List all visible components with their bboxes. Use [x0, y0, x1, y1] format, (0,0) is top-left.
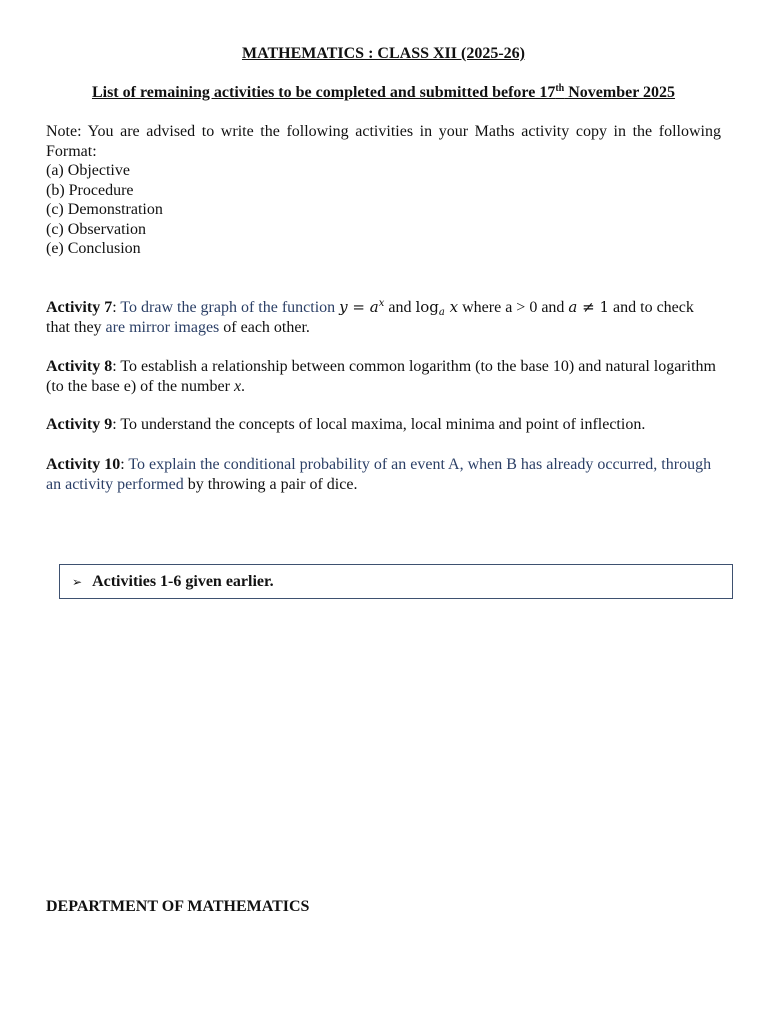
activity-8-end: . — [241, 377, 246, 395]
activity-8-label: Activity 8 — [46, 358, 113, 375]
activity-10-text-2: by throwing a pair of dice. — [183, 475, 358, 493]
activity-7-text-2: where a > 0 and — [458, 299, 569, 316]
activity-7 — [46, 298, 721, 337]
math-not-equal: ≠ 1 — [577, 298, 610, 316]
callout-box — [59, 564, 733, 599]
math-exponent-x: x — [378, 298, 385, 309]
format-item-observation: (c) Observation — [46, 220, 146, 238]
activity-10-label: Activity 10 — [46, 456, 121, 473]
format-item-procedure: (b) Procedure — [46, 181, 134, 199]
format-item-objective: (a) Objective — [46, 162, 130, 179]
activity-7-colon: : — [112, 299, 121, 316]
activity-8 — [46, 357, 721, 396]
activity-9 — [46, 415, 721, 435]
activity-8-variable: x — [233, 377, 242, 395]
function-formula — [339, 298, 384, 316]
page-title: MATHEMATICS : CLASS XII (2025-26) — [242, 45, 525, 62]
activity-10 — [46, 455, 721, 494]
subtitle-superscript: th — [555, 83, 565, 94]
activity-7-and: and — [384, 299, 416, 316]
activity-7-text-4: are mirror images — [105, 318, 220, 336]
math-log-arg: x — [444, 298, 459, 316]
activity-9-text: : To understand the concepts of local maxima, local minima and point of inflection. — [112, 416, 646, 433]
page-subtitle — [46, 83, 721, 103]
callout-text: Activities 1-6 given earlier. — [92, 572, 274, 590]
activity-9-label: Activity 9 — [46, 416, 113, 433]
activity-7-text-3: and to check that they — [46, 299, 694, 336]
log-formula — [415, 298, 458, 316]
math-equals: = — [347, 298, 370, 316]
math-a: a — [369, 298, 379, 316]
activity-7-text-1: To draw the graph of the function — [120, 299, 340, 316]
activity-7-label: Activity 7 — [46, 299, 113, 316]
format-item-demonstration: (c) Demonstration — [46, 201, 163, 219]
activity-8-text: : To establish a relationship between common logarithm (to the base 10) and natural logarithm (to the base e) of the number — [46, 358, 716, 395]
arrow-bullet-icon: ➢ — [72, 574, 83, 589]
format-item-conclusion: (e) Conclusion — [46, 240, 141, 258]
activity-10-text-1: To explain the conditional probability of an event A, when B has already occurred, through an activity performed — [46, 456, 712, 493]
note-paragraph: Note: You are advised to write the following activities in your Maths activity copy in the following Format: — [46, 123, 721, 160]
subtitle-text-end: November 2025 — [564, 84, 676, 101]
department-footer: DEPARTMENT OF MATHEMATICS — [46, 898, 310, 915]
format-list — [46, 161, 163, 259]
subtitle-text: List of remaining activities to be completed and submitted before 17 — [91, 84, 556, 101]
activity-10-colon: : — [120, 456, 129, 473]
math-y: y — [339, 298, 348, 316]
math-log: log — [415, 298, 439, 316]
activity-7-text-5: of each other. — [219, 318, 310, 336]
math-a-condition: a — [568, 298, 578, 316]
math-log-base: a — [438, 307, 445, 318]
